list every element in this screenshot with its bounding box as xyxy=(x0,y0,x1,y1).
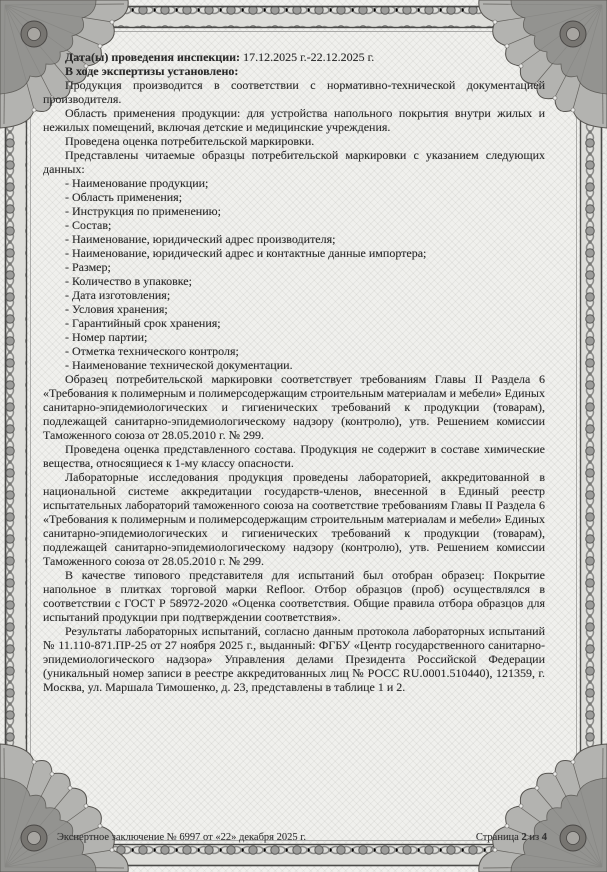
guilloche-corner-icon xyxy=(0,744,128,872)
inspection-dates-label: Дата(ы) проведения инспекции: xyxy=(65,50,241,64)
marking-list-item: - Наименование, юридический адрес и контактные данные импортера; xyxy=(65,246,427,260)
marking-list-item: - Инструкция по применению; xyxy=(65,204,221,218)
page-total: 4 xyxy=(541,832,547,843)
marking-list-item: - Отметка технического контроля; xyxy=(65,344,239,358)
page-of-label: из xyxy=(529,832,540,843)
closing-paragraphs xyxy=(43,372,545,694)
page-label: Страница xyxy=(475,832,519,843)
document-body xyxy=(43,50,545,694)
expert-conclusion-reference: Экспертное заключение № 6997 от «22» декабря 2025 г. xyxy=(57,832,306,843)
page-current: 2 xyxy=(521,832,527,843)
marking-list-item: - Наименование технической документации. xyxy=(65,358,293,372)
body-paragraph: Область применения продукции: для устройства напольного покрытия внутри жилых и нежилых помещений, включая детские и медицинские учреждения. xyxy=(43,106,545,134)
body-paragraph: В качестве типового представителя для испытаний был отобран образец: Покрытие напольное в плитках торговой марки Refloor. Отбор образцов (проб) осуществлялся в соответствии с ГОСТ Р 58972-2020 «Оценка соответствия. Общие правила отбора образцов для испытаний продукции при подтверждении соответствия». xyxy=(43,568,545,624)
marking-list-item: - Область применения; xyxy=(65,190,183,204)
body-paragraph: Лабораторные исследования продукция проведены лабораторией, аккредитованной в национальной системе аккредитации государств-членов, внесенной в Единый реестр испытательных лабораторий таможенного союза на соответствие требованиям Главы II Раздела 6 «Требования к полимерным и полимерсодержащим строительным материалам и мебели» Единых санитарно-эпидемиологических и гигиенических требований к продукции (товарам), подлежащей санитарно-эпидемиологическому надзору (контролю), утв. Решением комиссии Таможенного союза от 28.05.2010 г. № 299. xyxy=(43,470,545,568)
border-band-right xyxy=(581,7,601,865)
marking-list-item: - Номер партии; xyxy=(65,330,148,344)
body-paragraph: Представлены читаемые образцы потребительской маркировки с указанием следующих данных: xyxy=(43,148,545,176)
intro-paragraphs xyxy=(43,78,545,176)
expertise-established-heading: В ходе экспертизы установлено: xyxy=(65,64,239,78)
border-band-left xyxy=(6,7,26,865)
marking-list-item: - Размер; xyxy=(65,260,111,274)
marking-list-item: - Количество в упаковке; xyxy=(65,274,192,288)
body-paragraph: Образец потребительской маркировки соответствует требованиям Главы II Раздела 6 «Требования к полимерным и полимерсодержащим строительным материалам и мебели» Единых санитарно-эпидемиологических и гигиенических требований к продукции (товарам), подлежащей санитарно-эпидемиологическому надзору (контролю), утв. Решением комиссии Таможенного союза от 28.05.2010 г. № 299. xyxy=(43,372,545,442)
page-footer xyxy=(57,832,547,844)
body-paragraph: Результаты лабораторных испытаний, согласно данным протокола лабораторных испытаний № 11.110-871.ПР-25 от 27 ноября 2025 г., выданный: ФГБУ «Центр государственного санитарно-эпидемиологического надзора» Управления делами Президента Российской Федерации (уникальный номер записи в реестре аккредитованных лиц № РОСС RU.0001.510440), 121359, г. Москва, ул. Маршала Тимошенко, д. 23, представлены в таблице 1 и 2. xyxy=(43,624,545,694)
marking-list-item: - Условия хранения; xyxy=(65,302,168,316)
body-paragraph: Проведена оценка потребительской маркировки. xyxy=(65,134,315,148)
marking-list-item: - Наименование, юридический адрес производителя; xyxy=(65,232,336,246)
inspection-dates-value: 17.12.2025 г.-22.12.2025 г. xyxy=(243,50,375,64)
guilloche-corner-icon xyxy=(479,744,607,872)
marking-data-list xyxy=(43,176,545,372)
marking-list-item: - Состав; xyxy=(65,218,112,232)
inspection-dates-line xyxy=(43,50,545,64)
page-indicator xyxy=(476,832,547,844)
marking-list-item: - Гарантийный срок хранения; xyxy=(65,316,221,330)
marking-list-item: - Наименование продукции; xyxy=(65,176,209,190)
marking-list-item: - Дата изготовления; xyxy=(65,288,171,302)
body-paragraph: Продукция производится в соответствии с нормативно-технической документацией производителя. xyxy=(43,78,545,106)
body-paragraph: Проведена оценка представленного состава. Продукция не содержит в составе химические вещества, относящиеся к 1-му классу опасности. xyxy=(43,442,545,470)
